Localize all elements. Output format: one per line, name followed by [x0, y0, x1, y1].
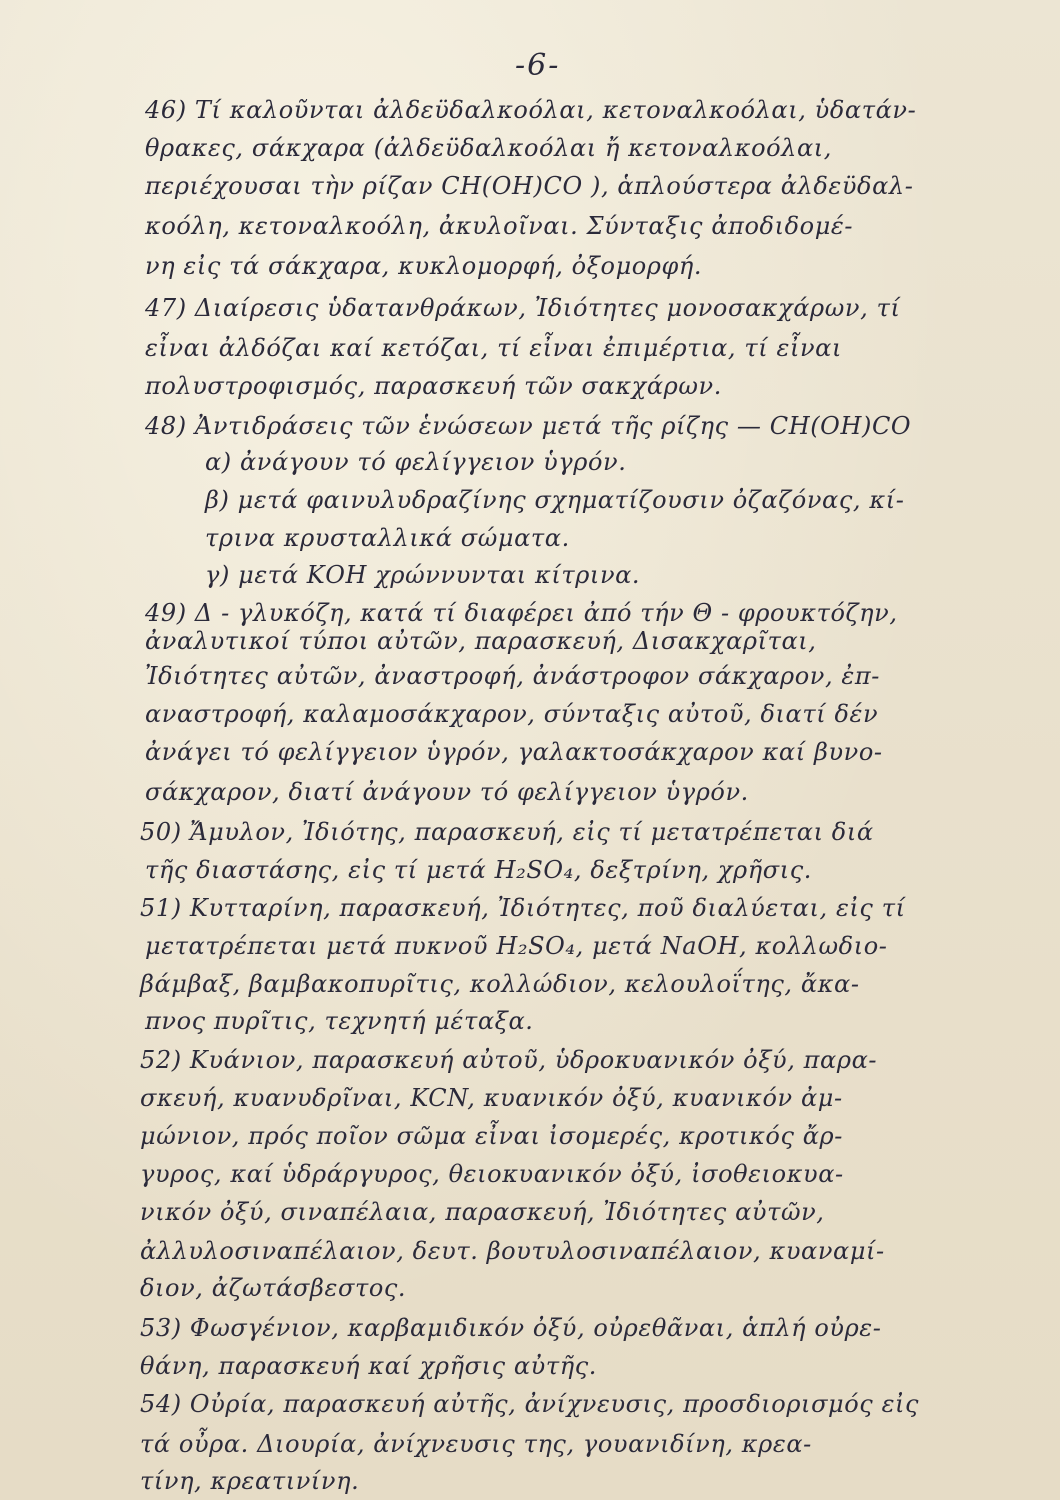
text-line: σκευή, κυανυδρῖναι, KCN, κυανικόν ὀξύ, κυανικόν ἀμ- [140, 1084, 843, 1112]
text-line: β) μετά φαινυλυδραζίνης σχηματίζουσιν ὀζαζόνας, κί- [205, 486, 905, 514]
text-line: γυρος, καί ὑδράργυρος, θειοκυανικόν ὀξύ, ἰσοθειοκυα- [140, 1160, 844, 1188]
text-line: μετατρέπεται μετά πυκνοῦ H₂SO₄, μετά NaOH, κολλωδιο- [145, 932, 888, 960]
text-line: θάνη, παρασκευή καί χρῆσις αὐτῆς. [140, 1352, 597, 1380]
text-line: 50) Ἄμυλον, Ἰδιότης, παρασκευή, εἰς τί μετατρέπεται διά [140, 818, 874, 846]
text-line: κοόλη, κετοναλκοόλη, ἀκυλοῖναι. Σύνταξις ἀποδιδομέ- [145, 212, 854, 240]
text-line: 49) Δ - γλυκόζη, κατά τί διαφέρει ἀπό τήν Θ - φρουκτόζην, [145, 599, 898, 627]
text-line: ἀνάγει τό φελίγγειον ὑγρόν, γαλακτοσάκχαρον καί βυνο- [145, 738, 883, 766]
text-line: 54) Οὐρία, παρασκευή αὐτῆς, ἀνίχνευσις, προσδιορισμός εἰς [140, 1390, 920, 1418]
text-line: τίνη, κρεατινίνη. [140, 1467, 360, 1495]
text-line: Ἰδιότητες αὐτῶν, ἀναστροφή, ἀνάστροφον σάκχαρον, ἐπ- [145, 662, 880, 690]
text-line: τῆς διαστάσης, εἰς τί μετά H₂SO₄, δεξτρίνη, χρῆσις. [145, 856, 812, 884]
text-line: βάμβαξ, βαμβακοπυρῖτις, κολλώδιον, κελουλοΐτης, ἄκα- [140, 970, 860, 998]
text-line: νη εἰς τά σάκχαρα, κυκλομορφή, ὀξομορφή. [145, 252, 703, 280]
page-number: -6- [515, 48, 561, 83]
text-line: διον, ἀζωτάσβεστος. [140, 1274, 407, 1302]
text-line: ἀλλυλοσιναπέλαιον, δευτ. βουτυλοσιναπέλαιον, κυαναμί- [140, 1237, 885, 1265]
text-line: 51) Κυτταρίνη, παρασκευή, Ἰδιότητες, ποῦ διαλύεται, εἰς τί [140, 894, 906, 922]
text-line: τρινα κρυσταλλικά σώματα. [205, 524, 570, 552]
text-line: πολυστροφισμός, παρασκευή τῶν σακχάρων. [145, 372, 722, 400]
text-line: 46) Τί καλοῦνται ἀλδεϋδαλκοόλαι, κετοναλκοόλαι, ὑδατάν- [145, 96, 917, 124]
text-line: θρακες, σάκχαρα (ἀλδεϋδαλκοόλαι ἤ κετοναλκοόλαι, [145, 134, 833, 162]
text-line: περιέχουσαι τὴν ρίζαν CH(OH)CO ), ἁπλούστερα ἀλδεϋδαλ- [145, 172, 914, 200]
text-line: 48) Ἀντιδράσεις τῶν ἑνώσεων μετά τῆς ρίζης — CH(OH)CO [145, 412, 912, 440]
text-line: ἀναλυτικοί τύποι αὐτῶν, παρασκευή, Δισακχαρῖται, [145, 627, 817, 655]
text-line: 47) Διαίρεσις ὑδατανθράκων, Ἰδιότητες μονοσακχάρων, τί [145, 294, 901, 322]
text-line: τά οὖρα. Διουρία, ἀνίχνευσις της, γουανιδίνη, κρεα- [140, 1430, 812, 1458]
text-line: α) ἀνάγουν τό φελίγγειον ὑγρόν. [205, 448, 627, 476]
text-line: σάκχαρον, διατί ἀνάγουν τό φελίγγειον ὑγρόν. [145, 778, 749, 806]
text-line: αναστροφή, καλαμοσάκχαρον, σύνταξις αὐτοῦ, διατί δέν [145, 700, 879, 728]
text-line: 53) Φωσγένιον, καρβαμιδικόν ὀξύ, οὐρεθᾶναι, ἁπλή οὐρε- [140, 1314, 882, 1342]
text-line: μώνιον, πρός ποῖον σῶμα εἶναι ἰσομερές, κροτικός ἄρ- [140, 1122, 843, 1150]
text-line: πνος πυρῖτις, τεχνητή μέταξα. [145, 1007, 534, 1035]
text-line: εἶναι ἀλδόζαι καί κετόζαι, τί εἶναι ἐπιμέρτια, τί εἶναι [145, 334, 842, 362]
text-line: νικόν ὀξύ, σιναπέλαια, παρασκευή, Ἰδιότητες αὐτῶν, [140, 1198, 825, 1226]
text-line: γ) μετά ΚΟΗ χρώννυνται κίτρινα. [205, 561, 641, 589]
text-line: 52) Κυάνιον, παρασκευή αὐτοῦ, ὑδροκυανικόν ὀξύ, παρα- [140, 1046, 878, 1074]
